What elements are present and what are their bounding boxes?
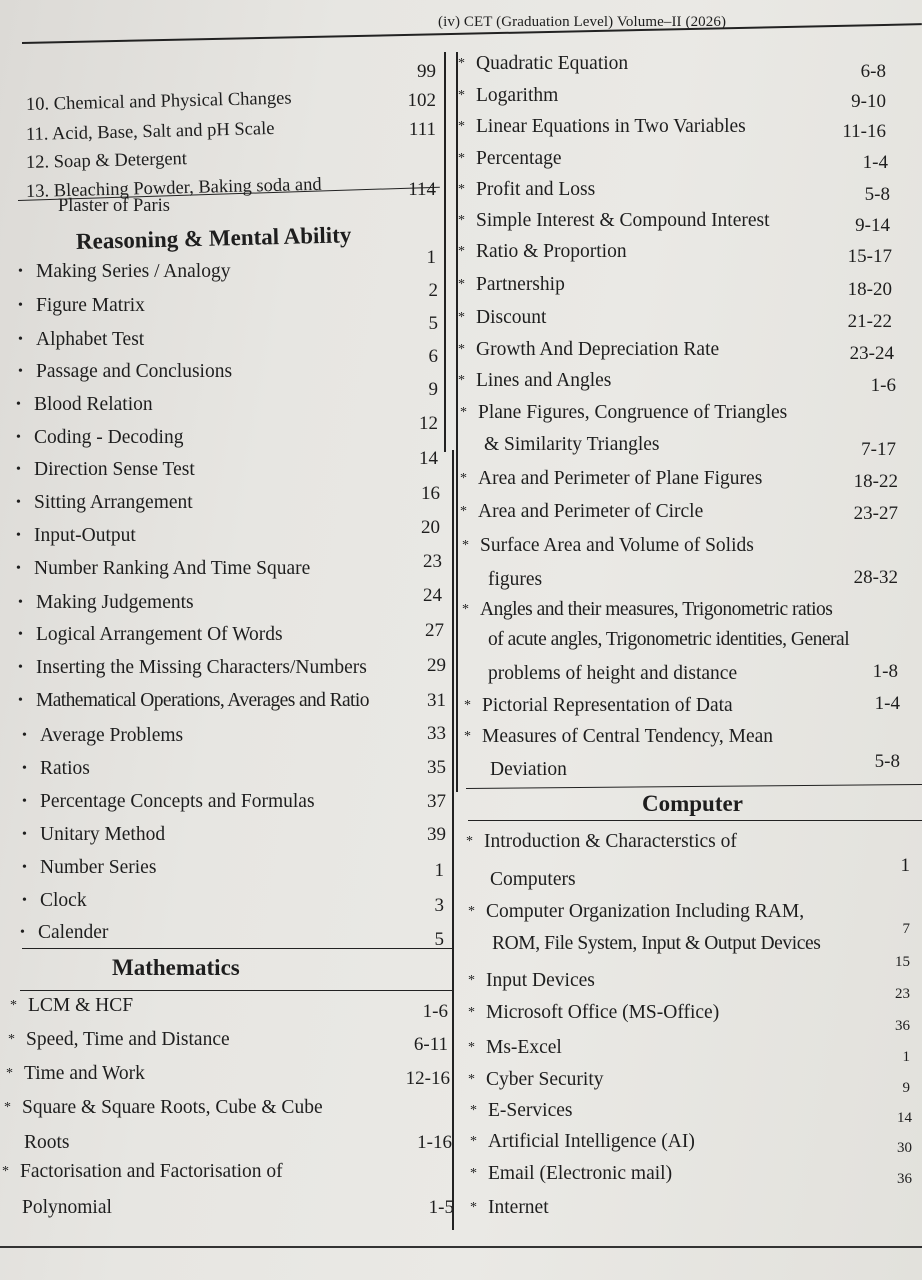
bullet-icon: * <box>468 1072 475 1087</box>
toc-entry <box>490 760 567 780</box>
page-number: 14 <box>419 448 438 469</box>
toc-entry <box>458 242 627 262</box>
bullet-icon: • <box>16 528 21 543</box>
bullet-icon: • <box>16 561 21 576</box>
toc-entry <box>22 1198 112 1218</box>
entry-label: Plaster of Paris <box>58 196 171 216</box>
page-number: 23 <box>895 986 910 1002</box>
entry-label: Artificial Intelligence (AI) <box>488 1131 695 1152</box>
computer-top-rule <box>466 784 922 789</box>
entry-label: Number Ranking And Time Square <box>34 558 311 579</box>
entry-label: Area and Perimeter of Circle <box>478 501 704 522</box>
toc-entry <box>20 923 108 943</box>
entry-label: Cyber Security <box>486 1069 604 1090</box>
bullet-icon: • <box>18 627 23 642</box>
entry-label: Angles and their measures, Trigonometric ratios <box>480 599 833 620</box>
toc-entry <box>484 435 660 455</box>
entry-label: Sitting Arrangement <box>34 492 193 513</box>
toc-entry <box>458 340 719 360</box>
page-number: 36 <box>895 1018 910 1034</box>
toc-entry <box>18 262 230 282</box>
page-number: 31 <box>427 690 446 711</box>
toc-entry <box>16 460 195 480</box>
bullet-icon: • <box>20 925 25 940</box>
math-top-rule <box>22 948 452 949</box>
entry-label: Microsoft Office (MS-Office) <box>486 1002 720 1023</box>
toc-entry <box>18 330 144 350</box>
toc-entry <box>26 150 187 172</box>
entry-label: Plane Figures, Congruence of Triangles <box>478 402 788 423</box>
toc-entry <box>490 870 576 890</box>
bullet-icon: * <box>466 834 473 849</box>
toc-entry <box>468 902 804 922</box>
toc-entry <box>8 1030 230 1050</box>
entry-label: Calender <box>38 922 109 943</box>
toc-entry <box>22 858 156 878</box>
page-number: 9-14 <box>855 215 890 236</box>
toc-entry <box>16 559 310 579</box>
bullet-icon: • <box>22 893 27 908</box>
bullet-icon: * <box>468 904 475 919</box>
entry-label: Alphabet Test <box>36 329 145 350</box>
page-number: 6-8 <box>860 61 886 82</box>
page-number: 111 <box>408 119 436 140</box>
bullet-icon: * <box>458 310 465 325</box>
entry-label: Logical Arrangement Of Words <box>36 624 283 645</box>
page-number: 23-27 <box>853 503 898 524</box>
entry-label: Blood Relation <box>34 394 153 415</box>
page-number: 15 <box>895 954 910 970</box>
bullet-icon: * <box>458 342 465 357</box>
entry-label: Time and Work <box>24 1063 145 1084</box>
page-number: 27 <box>425 620 444 641</box>
toc-entry <box>468 971 595 991</box>
toc-entry <box>458 211 770 231</box>
entry-label: Growth And Depreciation Rate <box>476 339 720 360</box>
toc-entry <box>470 1132 695 1152</box>
entry-label: Computer Organization Including RAM, <box>486 901 805 922</box>
entry-label: Introduction & Characterstics of <box>484 831 737 852</box>
toc-entry <box>464 727 773 747</box>
toc-entry <box>488 630 849 650</box>
page-number: 39 <box>427 824 446 845</box>
page-number: 23 <box>423 551 442 572</box>
bullet-icon: • <box>16 495 21 510</box>
page-number: 21-22 <box>847 311 892 332</box>
page-number: 1-4 <box>874 693 900 714</box>
bullet-icon: * <box>468 1005 475 1020</box>
toc-entry <box>492 934 821 954</box>
page-number: 12 <box>419 413 438 434</box>
page-number: 20 <box>421 517 440 538</box>
toc-entry <box>18 296 145 316</box>
bullet-icon: * <box>4 1100 11 1115</box>
toc-entry <box>458 149 562 169</box>
page-number: 33 <box>427 723 446 744</box>
bullet-icon: * <box>464 698 471 713</box>
toc-entry <box>460 403 787 423</box>
entry-label: Pictorial Representation of Data <box>482 695 733 716</box>
entry-label: Direction Sense Test <box>34 459 195 480</box>
entry-label: Roots <box>24 1132 70 1153</box>
page-number: 7-17 <box>861 439 896 460</box>
bullet-icon: * <box>458 119 465 134</box>
bullet-icon: * <box>6 1066 13 1081</box>
toc-entry <box>18 625 283 645</box>
entry-label: Figure Matrix <box>36 295 145 316</box>
column-divider-left-lower <box>452 450 454 1230</box>
bullet-icon: • <box>18 298 23 313</box>
math-bottom-rule <box>20 990 452 991</box>
page-number: 2 <box>428 280 438 301</box>
toc-entry <box>470 1164 672 1184</box>
bullet-icon: * <box>458 151 465 166</box>
page-number: 6-11 <box>413 1034 448 1055</box>
page-number: 15-17 <box>847 246 892 267</box>
page-number: 5 <box>434 929 444 950</box>
toc-entry <box>464 696 733 716</box>
bullet-icon: * <box>470 1200 477 1215</box>
bullet-icon: • <box>18 332 23 347</box>
page-number: 30 <box>897 1140 912 1156</box>
bullet-icon: • <box>16 430 21 445</box>
toc-entry <box>16 493 193 513</box>
toc-entry <box>26 90 292 115</box>
page-number: 37 <box>427 791 446 812</box>
toc-entry <box>458 308 546 328</box>
page-number: 3 <box>434 895 444 916</box>
toc-entry <box>26 120 275 145</box>
toc-entry <box>488 570 542 590</box>
bullet-icon: * <box>458 182 465 197</box>
toc-entry <box>466 832 737 852</box>
bullet-icon: * <box>458 277 465 292</box>
bullet-icon: * <box>460 405 467 420</box>
page-number: 1-6 <box>870 375 896 396</box>
column-divider-left <box>444 52 446 452</box>
page-number: 1 <box>902 1049 910 1065</box>
entry-label: Making Series / Analogy <box>36 261 231 282</box>
bullet-icon: * <box>458 244 465 259</box>
page-number: 9 <box>902 1080 910 1096</box>
entry-label: & Similarity Triangles <box>484 434 660 455</box>
toc-entry <box>24 1133 70 1153</box>
page-number: 5-8 <box>864 184 890 205</box>
bullet-icon: * <box>470 1166 477 1181</box>
toc-entry <box>58 197 170 216</box>
entry-label: Polynomial <box>22 1197 112 1218</box>
entry-label: 12. Soap & Detergent <box>25 149 188 173</box>
entry-label: figures <box>488 569 543 590</box>
page-number: 5-8 <box>874 751 900 772</box>
entry-label: LCM & HCF <box>28 995 134 1016</box>
entry-label: Quadratic Equation <box>476 53 629 74</box>
bullet-icon: • <box>22 728 27 743</box>
bullet-icon: • <box>18 660 23 675</box>
page-number: 23-24 <box>849 343 894 364</box>
toc-entry <box>22 825 165 845</box>
entry-label: 11. Acid, Base, Salt and pH Scale <box>25 118 275 145</box>
entry-label: Logarithm <box>476 85 559 106</box>
page-number: 99 <box>417 61 436 82</box>
bullet-icon: • <box>22 827 27 842</box>
entry-label: Linear Equations in Two Variables <box>476 116 746 137</box>
page-number: 1 <box>426 247 436 268</box>
page-number: 29 <box>427 655 446 676</box>
page-number: 1-16 <box>417 1132 452 1153</box>
entry-label: Square & Square Roots, Cube & Cube <box>22 1097 323 1118</box>
entry-label: of acute angles, Trigonometric identities, General <box>488 629 850 650</box>
page-number: 1 <box>434 860 444 881</box>
entry-label: Deviation <box>490 759 567 780</box>
page-number: 5 <box>428 313 438 334</box>
toc-entry <box>22 726 183 746</box>
entry-label: Discount <box>476 307 547 328</box>
entry-label: Mathematical Operations, Averages and Ratio <box>36 690 369 711</box>
entry-label: Ratios <box>40 758 90 779</box>
toc-entry <box>6 1064 145 1084</box>
entry-label: Ratio & Proportion <box>476 241 627 262</box>
entry-label: Computers <box>490 869 576 890</box>
toc-entry <box>10 996 133 1016</box>
page-bottom-edge <box>0 1246 922 1248</box>
bullet-icon: * <box>460 504 467 519</box>
page-number: 1 <box>900 855 910 876</box>
toc-entry <box>468 1038 562 1058</box>
entry-label: Unitary Method <box>40 824 166 845</box>
bullet-icon: * <box>458 88 465 103</box>
page-number: 6 <box>428 346 438 367</box>
bullet-icon: * <box>468 1040 475 1055</box>
bullet-icon: • <box>22 794 27 809</box>
toc-entry <box>468 1070 604 1090</box>
toc-entry <box>458 180 595 200</box>
entry-label: Number Series <box>40 857 157 878</box>
entry-label: Clock <box>40 890 87 911</box>
bullet-icon: * <box>2 1164 9 1179</box>
toc-entry <box>460 469 762 489</box>
math-heading: Mathematics <box>112 955 240 980</box>
toc-entry <box>18 691 369 711</box>
toc-entry <box>16 395 153 415</box>
bullet-icon: * <box>470 1103 477 1118</box>
bullet-icon: * <box>460 471 467 486</box>
bullet-icon: * <box>470 1134 477 1149</box>
toc-entry <box>470 1198 549 1218</box>
page-number: 9-10 <box>851 91 886 112</box>
bullet-icon: * <box>464 729 471 744</box>
toc-entry <box>458 371 611 391</box>
bullet-icon: • <box>18 693 23 708</box>
toc-entry <box>458 117 746 137</box>
entry-label: Lines and Angles <box>476 370 612 391</box>
entry-label: 13. Bleaching Powder, Baking soda and <box>25 174 322 202</box>
page-number: 14 <box>897 1110 912 1126</box>
bullet-icon: • <box>22 860 27 875</box>
bullet-icon: * <box>462 538 469 553</box>
computer-heading: Computer <box>642 791 743 816</box>
toc-entry <box>458 275 565 295</box>
page-number: 1-6 <box>422 1001 448 1022</box>
page-number: 11-16 <box>842 121 886 142</box>
toc-entry <box>458 86 558 106</box>
entry-label: Making Judgements <box>36 592 194 613</box>
entry-label: Input Devices <box>486 970 595 991</box>
toc-entry <box>16 428 183 448</box>
toc-entry <box>468 1003 719 1023</box>
page-number: 18-22 <box>853 471 898 492</box>
entry-label: Area and Perimeter of Plane Figures <box>478 468 763 489</box>
running-head: (iv) CET (Graduation Level) Volume–II (2026) <box>438 14 727 30</box>
page-number: 102 <box>407 90 436 111</box>
entry-label: problems of height and distance <box>488 663 738 684</box>
toc-entry <box>16 526 136 546</box>
bullet-icon: * <box>458 213 465 228</box>
toc-entry <box>18 593 194 613</box>
page-number: 1-5 <box>428 1197 454 1218</box>
bullet-icon: • <box>18 595 23 610</box>
toc-entry <box>470 1101 572 1121</box>
toc-entry <box>458 54 628 74</box>
toc-entry <box>4 1098 323 1118</box>
page-number: 9 <box>428 379 438 400</box>
toc-entry <box>462 600 832 620</box>
entry-label: Simple Interest & Compound Interest <box>476 210 770 231</box>
entry-label: Measures of Central Tendency, Mean <box>482 726 774 747</box>
bullet-icon: • <box>22 761 27 776</box>
page-number: 1-4 <box>862 152 888 173</box>
toc-entry <box>462 536 754 556</box>
page-number: 114 <box>408 179 436 200</box>
computer-bottom-rule <box>468 820 922 821</box>
entry-label: Average Problems <box>40 725 184 746</box>
bullet-icon: • <box>18 264 23 279</box>
entry-label: Profit and Loss <box>476 179 596 200</box>
reasoning-heading: Reasoning & Mental Ability <box>75 222 352 254</box>
toc-entry <box>460 502 703 522</box>
toc-entry <box>18 658 367 678</box>
bullet-icon: * <box>458 56 465 71</box>
entry-label: 10. Chemical and Physical Changes <box>25 88 292 115</box>
bullet-icon: • <box>18 364 23 379</box>
toc-entry <box>488 664 737 684</box>
bullet-icon: * <box>458 373 465 388</box>
toc-entry <box>22 759 90 779</box>
toc-entry <box>18 362 232 382</box>
entry-label: Surface Area and Volume of Solids <box>480 535 754 556</box>
bullet-icon: * <box>462 602 469 617</box>
page-number: 12-16 <box>405 1068 450 1089</box>
page-number: 24 <box>423 585 442 606</box>
toc-entry <box>22 792 315 812</box>
entry-label: E-Services <box>488 1100 573 1121</box>
entry-label: Coding - Decoding <box>34 427 184 448</box>
entry-label: Ms-Excel <box>486 1037 562 1058</box>
page-number: 35 <box>427 757 446 778</box>
page-number: 16 <box>421 483 440 504</box>
entry-label: Percentage Concepts and Formulas <box>40 791 315 812</box>
entry-label: ROM, File System, Input & Output Devices <box>492 933 821 954</box>
entry-label: Partnership <box>476 274 565 295</box>
page-number: 1-8 <box>872 661 898 682</box>
bullet-icon: • <box>16 397 21 412</box>
bullet-icon: * <box>468 973 475 988</box>
entry-label: Speed, Time and Distance <box>26 1029 230 1050</box>
entry-label: Internet <box>488 1197 549 1218</box>
entry-label: Passage and Conclusions <box>36 361 233 382</box>
bullet-icon: * <box>10 998 17 1013</box>
entry-label: Email (Electronic mail) <box>488 1163 673 1184</box>
page-number: 18-20 <box>847 279 892 300</box>
toc-entry <box>2 1162 283 1182</box>
entry-label: Inserting the Missing Characters/Numbers <box>36 657 367 678</box>
entry-label: Percentage <box>476 148 562 169</box>
page-number: 28-32 <box>853 567 898 588</box>
entry-label: Factorisation and Factorisation of <box>20 1161 283 1182</box>
entry-label: Input-Output <box>34 525 136 546</box>
page-number: 7 <box>902 921 910 937</box>
toc-entry <box>22 891 87 911</box>
page-number: 36 <box>897 1171 912 1187</box>
bullet-icon: * <box>8 1032 15 1047</box>
bullet-icon: • <box>16 462 21 477</box>
